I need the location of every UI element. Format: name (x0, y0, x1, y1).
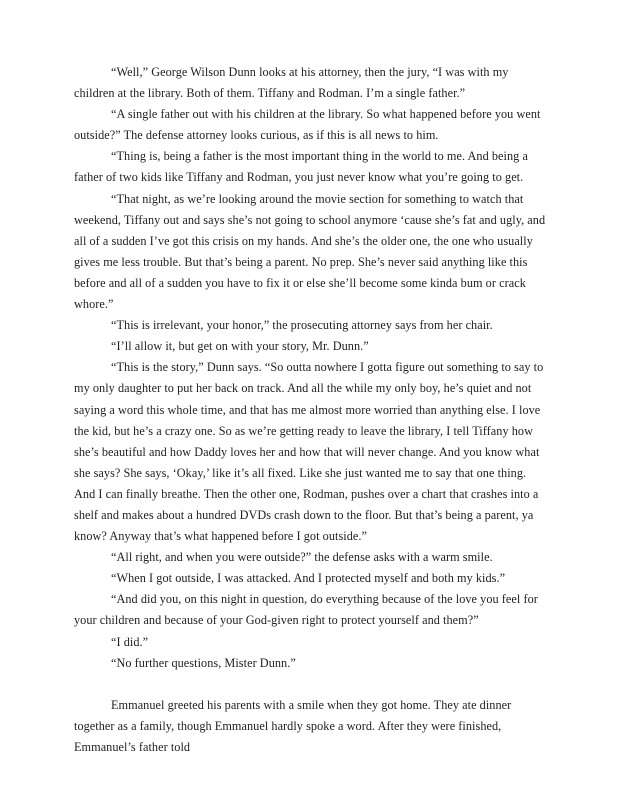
paragraph: “Thing is, being a father is the most important thing in the world to me. And being a father of two kids like Tiffany and Rodman, you just never know what you’re going to get. (74, 149, 528, 185)
body-text (74, 62, 548, 758)
paragraph: “This is the story,” Dunn says. “So outta nowhere I gotta figure out something to say to my only daughter to put her back on track. And all the while my only boy, he’s quiet and not saying a word this whole time, and that has me almost more worried than anything else. I love the kid, but he’s a crazy one. So as we’re getting ready to leave the library, I tell Tiffany how she’s beautiful and how Daddy loves her and how that will never change. And you know what she says? She says, ‘Okay,’ like it’s all fixed. Like she just wanted me to say that one thing. And I can finally breathe. Then the other one, Rodman, pushes over a chart that crashes into a shelf and makes about a hundred DVDs crash down to the floor. But that’s being a parent, ya know? Anyway that’s what happened before I got outside.” (74, 360, 544, 544)
paragraph: “That night, as we’re looking around the movie section for something to watch that weekend, Tiffany out and says she’s not going to school anymore ‘cause she’s fat and ugly, and all of a sudden I’ve got this crisis on my hands. And she’s the older one, the one who usually gives me less trouble. But that’s being a parent. No prep. She’s never said anything like this before and all of a sudden you have to fix it or else she’ll become some kinda bum or crack whore.” (74, 191, 546, 312)
paragraph: Emmanuel greeted his parents with a smile when they got home. They ate dinner together as a family, though Emmanuel hardly spoke a word. After they were finished, Emmanuel’s father told (74, 697, 512, 754)
paragraph: “A single father out with his children at the library. So what happened before you went outside?” The defense attorney looks curious, as if this is all news to him. (74, 107, 541, 143)
paragraph: “Well,” George Wilson Dunn looks at his attorney, then the jury, “I was with my children at the library. Both of them. Tiffany and Rodman. I’m a single father.” (74, 65, 509, 101)
section-break (74, 674, 548, 695)
paragraph: “When I got outside, I was attacked. And I protected myself and both my kids.” (111, 571, 506, 586)
paragraph: “This is irrelevant, your honor,” the prosecuting attorney says from her chair. (111, 318, 493, 333)
paragraph: “I’ll allow it, but get on with your story, Mr. Dunn.” (111, 339, 369, 354)
paragraph: “All right, and when you were outside?” the defense asks with a warm smile. (111, 550, 493, 565)
paragraph: “I did.” (111, 634, 149, 649)
paragraph: “And did you, on this night in question, do everything because of the love you feel for your children and because of your God-given right to protect yourself and them?” (74, 592, 538, 628)
paragraph: “No further questions, Mister Dunn.” (111, 655, 296, 670)
